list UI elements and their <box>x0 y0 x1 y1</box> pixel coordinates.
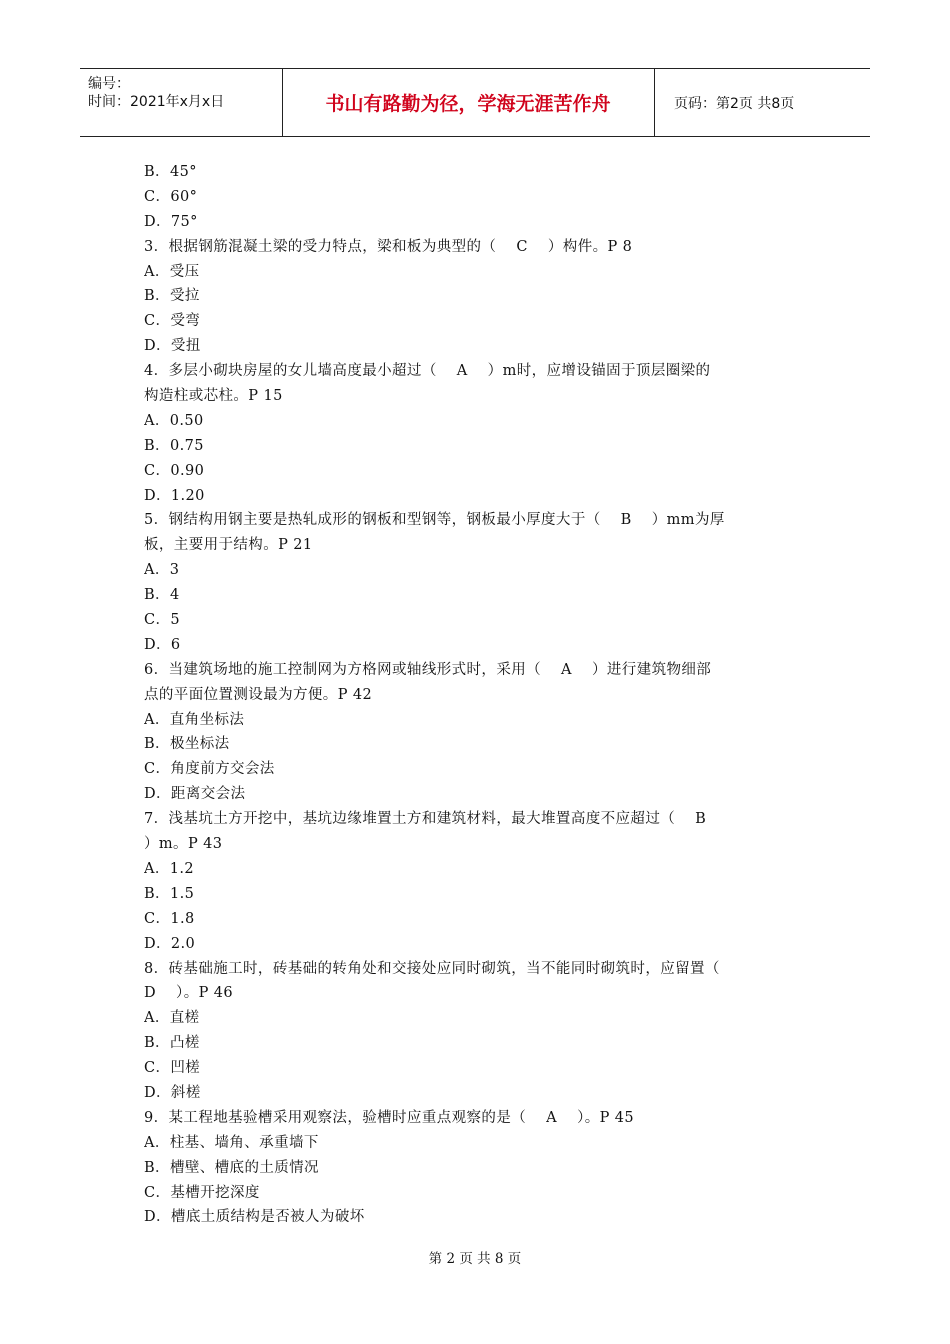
header-meta-cell <box>80 69 283 136</box>
option-line: C．角度前方交会法 <box>144 761 275 778</box>
text-line: D．75° <box>144 213 198 230</box>
option-line: C．受弯 <box>144 313 201 330</box>
option-line: D．距离交会法 <box>144 786 246 803</box>
option-line: D．2.0 <box>144 935 196 952</box>
option-line: D．6 <box>144 636 181 653</box>
option-line: C．5 <box>144 612 181 629</box>
option-line: D．槽底土质结构是否被人为破坏 <box>144 1209 365 1226</box>
option-line: B．0.75 <box>144 437 204 454</box>
question-line: ）m。P 43 <box>144 836 223 853</box>
option-line: C．凹槎 <box>144 1060 201 1077</box>
text-line: C．60° <box>144 188 198 205</box>
page-footer: 第 2 页 共 8 页 <box>428 1251 522 1267</box>
question-line: D ）。P 46 <box>144 985 234 1002</box>
option-line: A．3 <box>144 562 180 579</box>
option-line: A．直角坐标法 <box>144 711 245 728</box>
option-line: B．凸槎 <box>144 1035 200 1052</box>
option-line: D．斜槎 <box>144 1084 201 1101</box>
option-line: C．0.90 <box>144 462 205 479</box>
header-motto: 书山有路勤为径，学海无涯苦作舟 <box>282 69 655 136</box>
page-header <box>80 68 870 137</box>
option-line: A．1.2 <box>144 860 195 877</box>
option-line: B．1.5 <box>144 885 195 902</box>
header-page-number <box>664 69 870 136</box>
question-line: 板，主要用于结构。P 21 <box>144 537 313 554</box>
option-line: A．直槎 <box>144 1010 200 1027</box>
header-page-label: 页码：第2页 共8页 <box>674 95 795 112</box>
option-line: B．极坐标法 <box>144 736 230 753</box>
question-line: 9．某工程地基验槽采用观察法，验槽时应重点观察的是（ A ）。P 45 <box>144 1109 635 1126</box>
option-line: A．柱基、墙角、承重墙下 <box>144 1134 319 1151</box>
option-line: A．受压 <box>144 263 200 280</box>
text-line: B．45° <box>144 164 197 180</box>
question-line: 点的平面位置测设最为方便。P 42 <box>144 686 373 703</box>
option-line: C．基槽开挖深度 <box>144 1184 260 1201</box>
question-line: 7．浅基坑土方开挖中，基坑边缘堆置土方和建筑材料，最大堆置高度不应超过（ B <box>144 811 707 828</box>
question-line: 4．多层小砌块房屋的女儿墙高度最小超过（ A ）m时，应增设锚固于顶层圈梁的 <box>144 363 711 380</box>
option-line: B．槽壁、槽底的土质情况 <box>144 1159 319 1176</box>
option-line: C．1.8 <box>144 910 195 927</box>
option-line: D．受扭 <box>144 338 201 355</box>
question-line: 8．砖基础施工时，砖基础的转角处和交接处应同时砌筑，当不能同时砌筑时，应留置（ <box>144 960 720 977</box>
question-line: 6．当建筑场地的施工控制网为方格网或轴线形式时，采用（ A ）进行建筑物细部 <box>144 661 712 678</box>
option-line: A．0.50 <box>144 412 204 429</box>
option-line: B．4 <box>144 587 180 604</box>
option-line: B．受拉 <box>144 288 200 305</box>
document-time-label: 时间：2021年x月x日 <box>88 94 225 110</box>
question-line: 5．钢结构用钢主要是热轧成形的钢板和型钢等，钢板最小厚度大于（ B ）mm为厚 <box>144 512 725 529</box>
option-line: D．1.20 <box>144 487 205 504</box>
question-line: 3．根据钢筋混凝土梁的受力特点，梁和板为典型的（ C ）构件。P 8 <box>144 238 633 255</box>
document-body <box>144 160 814 1230</box>
question-line: 构造柱或芯柱。P 15 <box>144 388 283 405</box>
document-number-label: 编号： <box>88 76 130 92</box>
